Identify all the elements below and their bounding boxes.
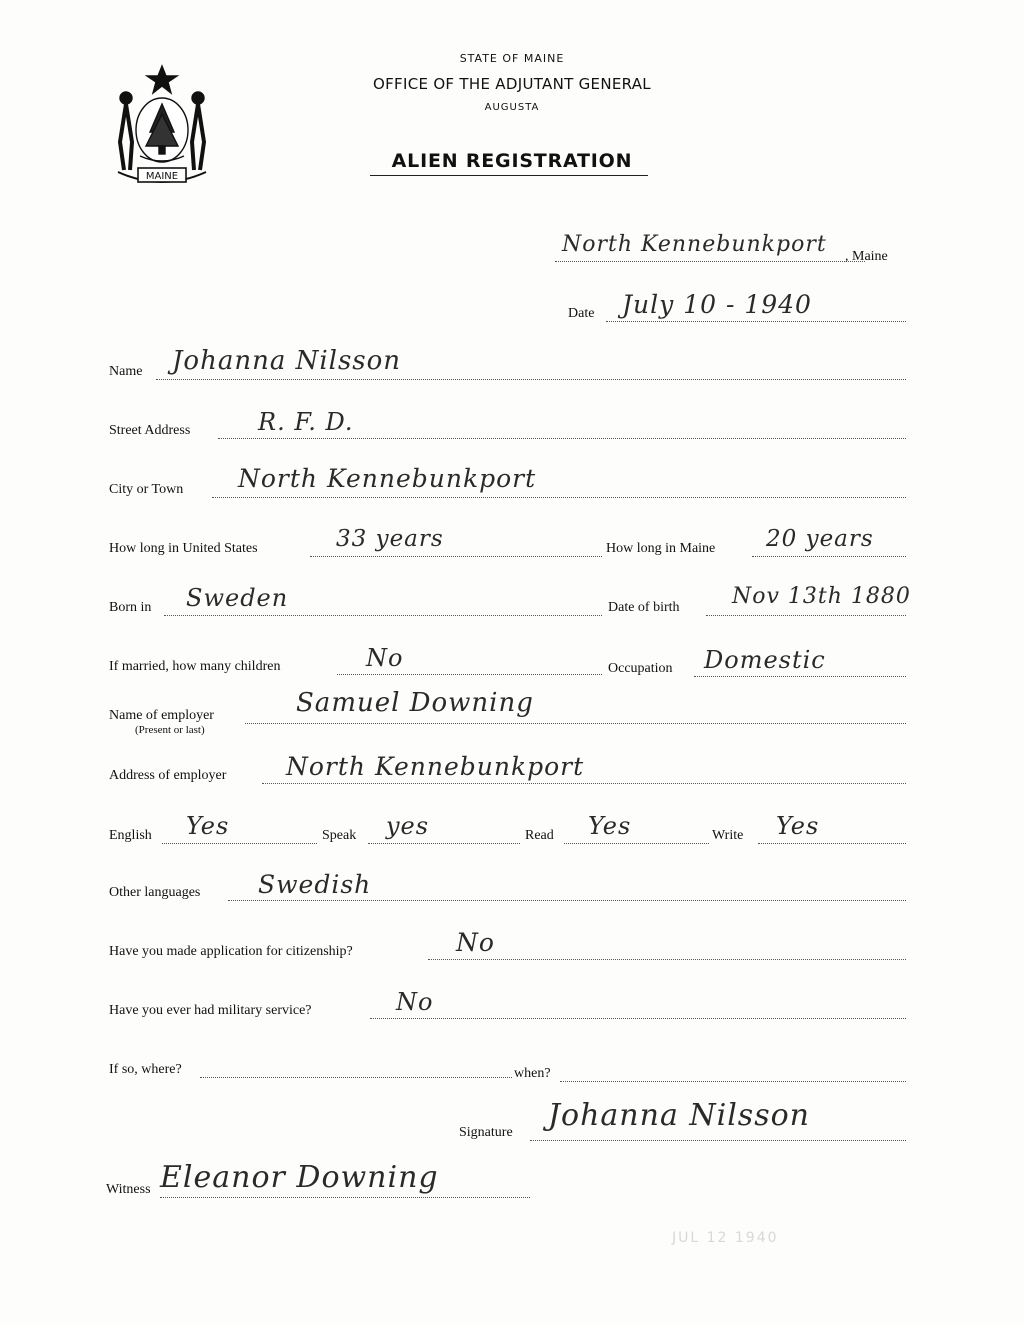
read-value: Yes <box>588 812 632 840</box>
married-children-label: If married, how many children <box>109 659 281 674</box>
date-of-birth-value: Nov 13th 1880 <box>732 584 911 609</box>
employer-name-line <box>245 722 906 724</box>
other-languages-label: Other languages <box>109 885 201 900</box>
speak-value: yes <box>386 812 430 840</box>
if-so-where-line <box>200 1076 512 1078</box>
married-children-value: No <box>366 644 404 672</box>
write-line <box>758 842 906 844</box>
english-value: Yes <box>186 812 230 840</box>
born-in-label: Born in <box>109 600 152 615</box>
how-long-us-value: 33 years <box>336 526 444 552</box>
born-in-line <box>164 614 602 616</box>
employer-name-value: Samuel Downing <box>296 688 534 718</box>
name-label: Name <box>109 364 143 379</box>
signature-line <box>530 1139 906 1141</box>
occupation-label: Occupation <box>608 661 673 676</box>
city-value: North Kennebunkport <box>238 464 537 493</box>
english-label: English <box>109 828 152 843</box>
form-title: ALIEN REGISTRATION <box>391 150 633 172</box>
how-long-maine-line <box>752 555 906 557</box>
married-children-line <box>337 673 602 675</box>
citizenship-line <box>428 958 906 960</box>
citizenship-label: Have you made application for citizenship? <box>109 944 353 959</box>
date-label: Date <box>568 306 595 321</box>
name-line <box>156 378 906 380</box>
how-long-us-line <box>310 555 602 557</box>
speak-line <box>368 842 520 844</box>
witness-label: Witness <box>106 1182 151 1197</box>
title-underline <box>370 175 648 176</box>
header-city: AUGUSTA <box>484 102 540 113</box>
how-long-us-label: How long in United States <box>109 541 258 556</box>
how-long-maine-label: How long in Maine <box>606 541 716 556</box>
write-label: Write <box>712 828 744 843</box>
date-of-birth-line <box>706 614 906 616</box>
city-label: City or Town <box>109 482 184 497</box>
write-value: Yes <box>776 812 820 840</box>
received-stamp: JUL 12 1940 <box>672 1230 779 1246</box>
employer-note: (Present or last) <box>135 724 205 736</box>
header-state: STATE OF MAINE <box>459 52 565 65</box>
other-languages-line <box>228 899 906 901</box>
witness-value: Eleanor Downing <box>160 1160 439 1195</box>
street-address-line <box>218 437 906 439</box>
occupation-value: Domestic <box>704 646 826 674</box>
name-value: Johanna Nilsson <box>172 346 402 376</box>
employer-address-label: Address of employer <box>109 768 227 783</box>
other-languages-value: Swedish <box>258 870 372 899</box>
military-service-label: Have you ever had military service? <box>109 1003 312 1018</box>
military-service-line <box>370 1017 906 1019</box>
read-label: Read <box>525 828 554 843</box>
occupation-line <box>694 675 906 677</box>
signature-value: Johanna Nilsson <box>548 1098 810 1133</box>
signature-label: Signature <box>459 1125 513 1140</box>
seal-lettering: MAINE <box>145 171 179 182</box>
date-value: July 10 - 1940 <box>622 290 812 319</box>
place-line <box>555 260 865 262</box>
born-in-value: Sweden <box>186 584 289 612</box>
date-of-birth-label: Date of birth <box>608 600 680 615</box>
city-line <box>212 496 906 498</box>
place-value: North Kennebunkport <box>562 232 827 257</box>
maine-label: , Maine <box>845 249 888 264</box>
employer-address-value: North Kennebunkport <box>286 752 585 781</box>
street-address-label: Street Address <box>109 423 191 438</box>
military-service-value: No <box>396 988 434 1016</box>
employer-name-label: Name of employer <box>109 708 214 723</box>
english-line <box>162 842 317 844</box>
if-so-where-label: If so, where? <box>109 1062 182 1077</box>
how-long-maine-value: 20 years <box>766 526 874 552</box>
employer-address-line <box>262 782 906 784</box>
date-line <box>606 320 906 322</box>
read-line <box>564 842 709 844</box>
when-line <box>560 1080 906 1082</box>
citizenship-value: No <box>456 928 495 957</box>
when-label: when? <box>514 1066 551 1081</box>
street-address-value: R. F. D. <box>258 408 354 436</box>
witness-line <box>160 1196 530 1198</box>
header-office: OFFICE OF THE ADJUTANT GENERAL <box>373 75 651 93</box>
speak-label: Speak <box>322 828 357 843</box>
